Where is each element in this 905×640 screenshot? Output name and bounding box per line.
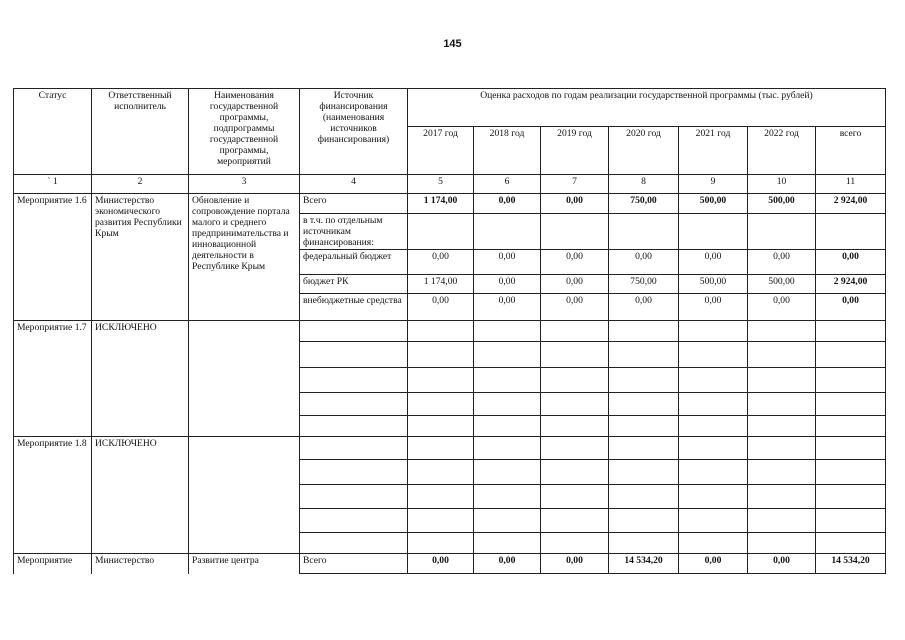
table-cell: 500,00 bbox=[679, 275, 748, 294]
table-cell: 0,00 bbox=[748, 250, 816, 275]
budget-table bbox=[13, 88, 886, 574]
header-program-name: Наименования государственной программы, подпрограммы государственной программы, мероприятий bbox=[189, 89, 300, 175]
m19-status: Мероприятие bbox=[14, 554, 92, 574]
m17-status: Мероприятие 1.7 bbox=[14, 321, 92, 437]
m18-executor: ИСКЛЮЧЕНО bbox=[92, 437, 189, 554]
table-cell bbox=[748, 214, 816, 250]
table-cell: 0,00 bbox=[679, 250, 748, 275]
year-2019: 2019 год bbox=[541, 127, 609, 175]
col-num: 6 bbox=[474, 175, 541, 194]
header-source: Источник финансирования (наименования источников финансирования) bbox=[300, 89, 408, 175]
col-num: 2 bbox=[92, 175, 189, 194]
col-num: 10 bbox=[748, 175, 816, 194]
header-row bbox=[14, 89, 886, 127]
table-row bbox=[14, 554, 886, 574]
col-num: 7 bbox=[541, 175, 609, 194]
table-cell: 0,00 bbox=[816, 294, 886, 321]
table-cell bbox=[609, 214, 679, 250]
table-cell: 0,00 bbox=[541, 554, 609, 574]
m16-name: Обновление и сопровождение портала малого и среднего предпринимательства и инновационной деятельности в Республике Крым bbox=[189, 194, 300, 321]
col-num: 5 bbox=[408, 175, 474, 194]
m16-status: Мероприятие 1.6 bbox=[14, 194, 92, 321]
header-estimate: Оценка расходов по годам реализации государственной программы (тыс. рублей) bbox=[408, 89, 886, 127]
table-cell: 0,00 bbox=[408, 554, 474, 574]
table-cell bbox=[408, 214, 474, 250]
m16-source-total: Всего bbox=[300, 194, 408, 214]
table-cell: 2 924,00 bbox=[816, 275, 886, 294]
table-cell: 0,00 bbox=[816, 250, 886, 275]
table-cell: 750,00 bbox=[609, 275, 679, 294]
table-cell: 0,00 bbox=[474, 250, 541, 275]
m16-executor: Министерство экономического развития Республики Крым bbox=[92, 194, 189, 321]
m16-source-federal: федеральный бюджет bbox=[300, 250, 408, 275]
table-cell bbox=[474, 214, 541, 250]
table-cell bbox=[679, 214, 748, 250]
col-num: 11 bbox=[816, 175, 886, 194]
table-cell: 0,00 bbox=[748, 554, 816, 574]
m16-source-sub: в т.ч. по отдельным источникам финансирования: bbox=[300, 214, 408, 250]
year-2022: 2022 год bbox=[748, 127, 816, 175]
table-cell: 0,00 bbox=[679, 294, 748, 321]
header-status: Статус bbox=[14, 89, 92, 175]
m19-executor: Министерство bbox=[92, 554, 189, 574]
table-cell: 0,00 bbox=[609, 250, 679, 275]
table-cell: 1 174,00 bbox=[408, 275, 474, 294]
m18-status: Мероприятие 1.8 bbox=[14, 437, 92, 554]
table-cell: 0,00 bbox=[474, 294, 541, 321]
page-number: 145 bbox=[443, 38, 462, 50]
year-2021: 2021 год bbox=[679, 127, 748, 175]
m17-name bbox=[189, 321, 300, 437]
table-cell: 0,00 bbox=[541, 275, 609, 294]
col-num: 9 bbox=[679, 175, 748, 194]
table-row bbox=[14, 437, 886, 460]
m16-source-rk: бюджет РК bbox=[300, 275, 408, 294]
table-cell bbox=[541, 214, 609, 250]
table-cell: 0,00 bbox=[474, 554, 541, 574]
table-cell: 14 534,20 bbox=[816, 554, 886, 574]
year-2017: 2017 год bbox=[408, 127, 474, 175]
column-numbers-row bbox=[14, 175, 886, 194]
table-cell: 0,00 bbox=[679, 554, 748, 574]
col-num: 3 bbox=[189, 175, 300, 194]
table-cell: 14 534,20 bbox=[609, 554, 679, 574]
header-executor: Ответственный исполнитель bbox=[92, 89, 189, 175]
m19-name: Развитие центра bbox=[189, 554, 300, 574]
table-cell bbox=[816, 214, 886, 250]
table-cell: 1 174,00 bbox=[408, 194, 474, 214]
m17-executor: ИСКЛЮЧЕНО bbox=[92, 321, 189, 437]
table-cell: 0,00 bbox=[541, 250, 609, 275]
table-cell: 0,00 bbox=[408, 250, 474, 275]
col-num: 4 bbox=[300, 175, 408, 194]
m18-name bbox=[189, 437, 300, 554]
year-2020: 2020 год bbox=[609, 127, 679, 175]
col-num: ` 1 bbox=[14, 175, 92, 194]
table-cell: 0,00 bbox=[474, 275, 541, 294]
table-cell: 0,00 bbox=[541, 294, 609, 321]
table-cell: 500,00 bbox=[748, 194, 816, 214]
table-row bbox=[14, 194, 886, 214]
table-cell: 500,00 bbox=[679, 194, 748, 214]
table-cell: 0,00 bbox=[609, 294, 679, 321]
m19-source-total: Всего bbox=[300, 554, 408, 574]
table-cell: 500,00 bbox=[748, 275, 816, 294]
table-cell: 0,00 bbox=[541, 194, 609, 214]
year-2018: 2018 год bbox=[474, 127, 541, 175]
table-row bbox=[14, 321, 886, 342]
col-num: 8 bbox=[609, 175, 679, 194]
table-cell: 0,00 bbox=[408, 294, 474, 321]
table-cell: 0,00 bbox=[474, 194, 541, 214]
m16-source-extrabudget: внебюджетные средства bbox=[300, 294, 408, 321]
table-cell: 2 924,00 bbox=[816, 194, 886, 214]
year-total: всего bbox=[816, 127, 886, 175]
table-cell: 750,00 bbox=[609, 194, 679, 214]
table-cell: 0,00 bbox=[748, 294, 816, 321]
